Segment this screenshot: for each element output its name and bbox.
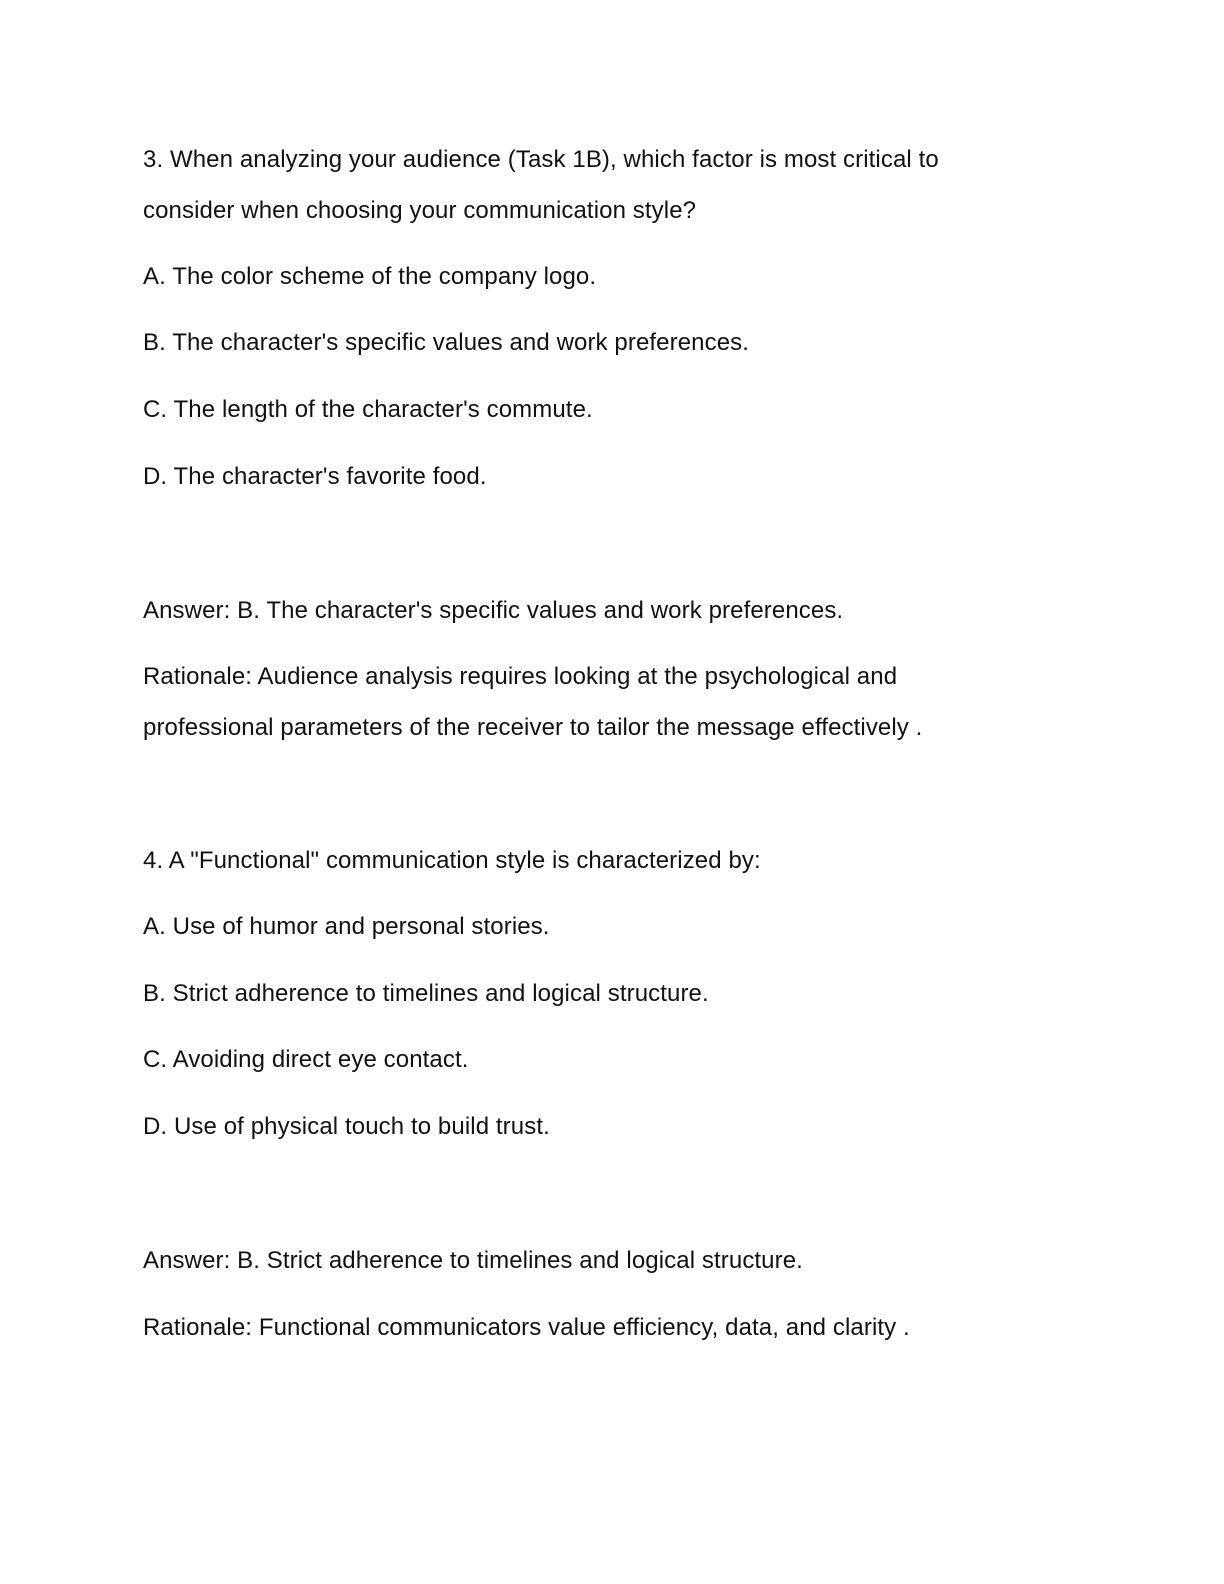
question-4-option-d: D. Use of physical touch to build trust. (143, 1113, 550, 1140)
question-3-option-d: D. The character's favorite food. (143, 463, 487, 490)
question-4-option-a: A. Use of humor and personal stories. (143, 913, 550, 940)
question-4-text-line-1: 4. A "Functional" communication style is characterized by: (143, 847, 761, 874)
question-4-option-b: B. Strict adherence to timelines and logical structure. (143, 980, 709, 1007)
question-3-answer: Answer: B. The character's specific values and work preferences. (143, 597, 844, 624)
question-3-rationale-line-1: Rationale: Audience analysis requires looking at the psychological and (143, 663, 898, 690)
question-4-rationale-line-1: Rationale: Functional communicators value efficiency, data, and clarity . (143, 1314, 910, 1341)
question-3-option-c: C. The length of the character's commute. (143, 396, 593, 423)
question-3-rationale-line-2: professional parameters of the receiver to tailor the message effectively . (143, 714, 923, 741)
question-4-option-c: C. Avoiding direct eye contact. (143, 1046, 469, 1073)
question-3-text-line-2: consider when choosing your communication style? (143, 197, 697, 224)
question-4-answer: Answer: B. Strict adherence to timelines and logical structure. (143, 1247, 803, 1274)
question-3-text-line-1: 3. When analyzing your audience (Task 1B), which factor is most critical to (143, 146, 939, 173)
question-3-option-a: A. The color scheme of the company logo. (143, 263, 597, 290)
question-3-option-b: B. The character's specific values and work preferences. (143, 329, 750, 356)
